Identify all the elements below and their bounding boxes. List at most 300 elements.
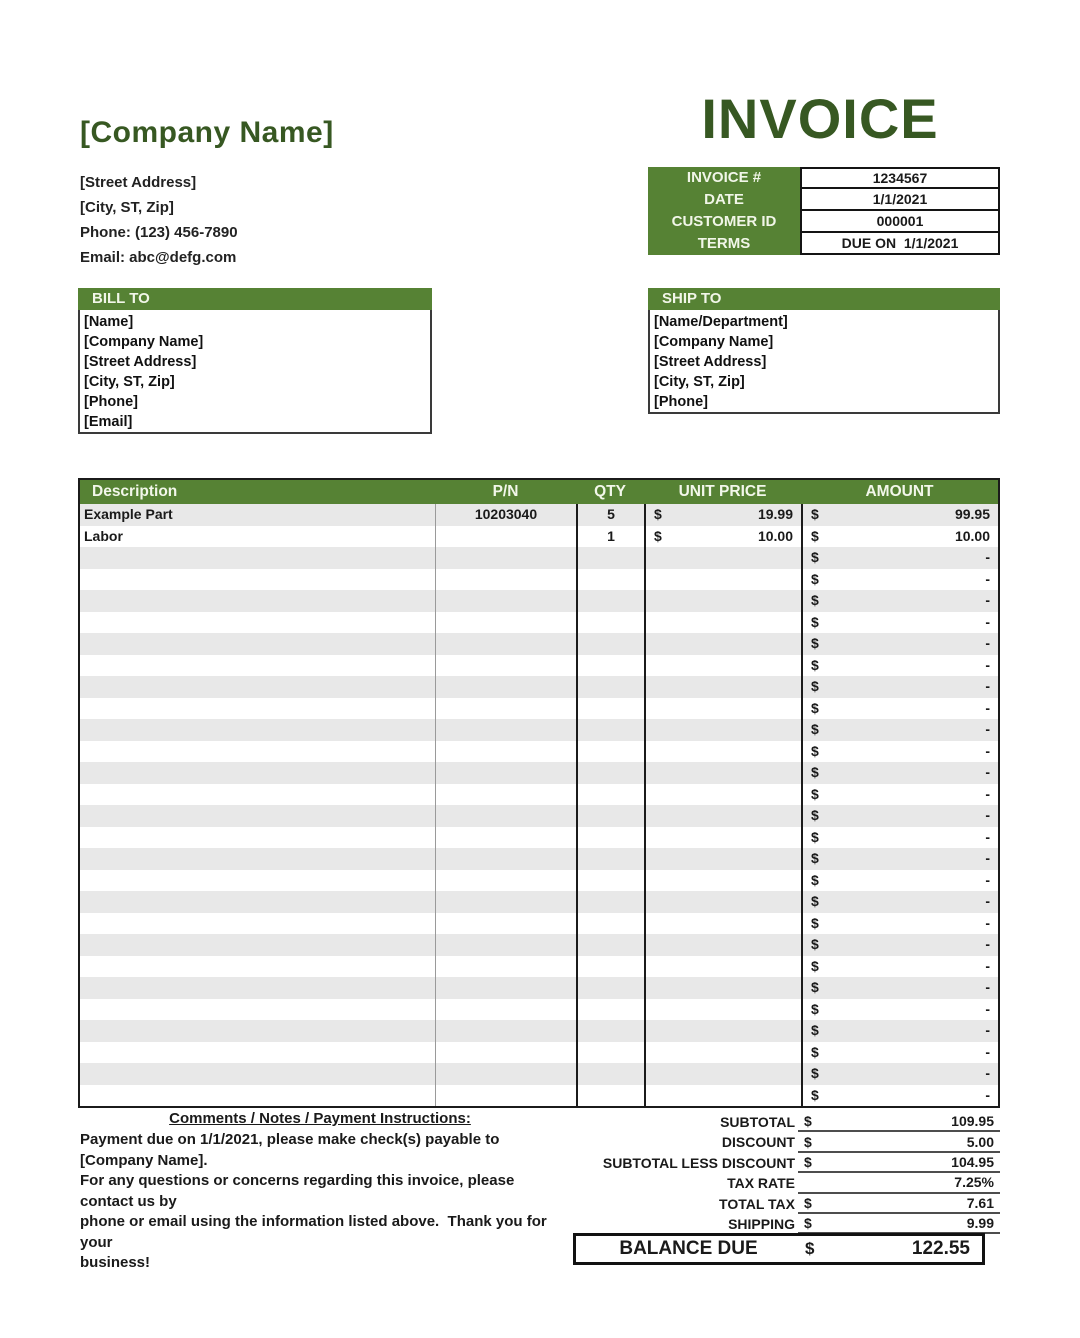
company-name: [Company Name] bbox=[80, 116, 334, 149]
amount-value: - bbox=[985, 828, 990, 845]
cell-part-number bbox=[435, 612, 576, 634]
cell-amount bbox=[801, 913, 998, 935]
column-header-unit-price: UNIT PRICE bbox=[678, 483, 767, 500]
table-row bbox=[80, 805, 998, 827]
cell-description bbox=[80, 999, 435, 1021]
cell-part-number bbox=[435, 1042, 576, 1064]
amount-value: - bbox=[985, 678, 990, 694]
amount-currency: $ bbox=[811, 850, 819, 866]
cell-description bbox=[80, 956, 435, 978]
table-row bbox=[80, 698, 998, 720]
ship-to-line: [Street Address] bbox=[654, 354, 767, 370]
cell-description bbox=[80, 655, 435, 677]
table-row bbox=[80, 633, 998, 655]
table-row bbox=[80, 934, 998, 956]
table-row bbox=[80, 1020, 998, 1042]
amount-value: - bbox=[985, 570, 990, 587]
table-row bbox=[80, 504, 998, 526]
cell-unit-price bbox=[644, 891, 801, 913]
cell-qty bbox=[576, 569, 644, 591]
totals-currency: $ bbox=[804, 1215, 812, 1232]
amount-currency: $ bbox=[811, 785, 819, 802]
cell-amount bbox=[801, 1042, 998, 1064]
bill-to-box bbox=[78, 310, 432, 434]
cell-description bbox=[80, 870, 435, 892]
amount-value: - bbox=[985, 635, 990, 651]
invoice-info-row bbox=[648, 211, 1000, 233]
unit-price-currency: $ bbox=[654, 527, 662, 544]
invoice-info-row bbox=[648, 189, 1000, 211]
totals-value-cell bbox=[798, 1194, 1000, 1214]
cell-unit-price bbox=[644, 762, 801, 784]
cell-part-number bbox=[435, 784, 576, 806]
amount-value: - bbox=[985, 979, 990, 995]
cell-qty bbox=[576, 590, 644, 612]
cell-qty bbox=[576, 547, 644, 569]
table-row bbox=[80, 956, 998, 978]
table-row bbox=[80, 1085, 998, 1107]
amount-value: - bbox=[985, 549, 990, 565]
amount-currency: $ bbox=[811, 570, 819, 587]
cell-qty: 1 bbox=[576, 526, 644, 548]
cell-unit-price bbox=[644, 999, 801, 1021]
cell-description bbox=[80, 1042, 435, 1064]
cell-part-number bbox=[435, 891, 576, 913]
totals-value-cell bbox=[798, 1153, 1000, 1173]
line-items-body bbox=[80, 504, 998, 1106]
amount-currency: $ bbox=[811, 936, 819, 952]
cell-amount bbox=[801, 676, 998, 698]
cell-amount bbox=[801, 655, 998, 677]
cell-unit-price bbox=[644, 569, 801, 591]
totals-currency: $ bbox=[804, 1113, 812, 1130]
cell-unit-price bbox=[644, 956, 801, 978]
cell-amount bbox=[801, 1063, 998, 1085]
cell-qty bbox=[576, 1042, 644, 1064]
cell-qty bbox=[576, 719, 644, 741]
cell-qty bbox=[576, 956, 644, 978]
invoice-info-value: 1234567 bbox=[800, 167, 1000, 189]
balance-due-label: BALANCE DUE bbox=[619, 1238, 758, 1259]
cell-part-number bbox=[435, 999, 576, 1021]
cell-description bbox=[80, 676, 435, 698]
unit-price-value: 19.99 bbox=[757, 506, 793, 522]
amount-value: - bbox=[985, 871, 990, 888]
amount-value: - bbox=[985, 1022, 990, 1038]
amount-value: 10.00 bbox=[954, 527, 990, 544]
cell-amount bbox=[801, 719, 998, 741]
totals-value: 109.95 bbox=[951, 1113, 994, 1130]
cell-description bbox=[80, 805, 435, 827]
amount-value: - bbox=[985, 1043, 990, 1060]
cell-description bbox=[80, 1085, 435, 1107]
amount-currency: $ bbox=[811, 957, 819, 974]
cell-qty bbox=[576, 1063, 644, 1085]
cell-description bbox=[80, 762, 435, 784]
amount-value: - bbox=[985, 1000, 990, 1017]
column-header-part-number: P/N bbox=[492, 483, 519, 500]
cell-unit-price bbox=[644, 741, 801, 763]
cell-unit-price bbox=[644, 633, 801, 655]
bill-to-section bbox=[78, 288, 432, 434]
cell-unit-price bbox=[644, 612, 801, 634]
cell-amount bbox=[801, 526, 998, 548]
cell-part-number bbox=[435, 698, 576, 720]
cell-amount bbox=[801, 891, 998, 913]
cell-part-number bbox=[435, 719, 576, 741]
cell-qty bbox=[576, 891, 644, 913]
cell-description bbox=[80, 590, 435, 612]
totals-label: SUBTOTAL LESS DISCOUNT bbox=[602, 1154, 795, 1171]
cell-unit-price bbox=[644, 1085, 801, 1107]
comments-line: Payment due on 1/1/2021, please make check(s) payable to [Company Name]. bbox=[80, 1131, 500, 1169]
invoice-info-row bbox=[648, 167, 1000, 189]
cell-description bbox=[80, 698, 435, 720]
bill-to-line: [Company Name] bbox=[84, 334, 204, 350]
cell-unit-price bbox=[644, 848, 801, 870]
comments-line: For any questions or concerns regarding this invoice, please contact us by bbox=[80, 1172, 515, 1210]
cell-qty bbox=[576, 1085, 644, 1107]
cell-qty bbox=[576, 676, 644, 698]
cell-part-number bbox=[435, 676, 576, 698]
column-header-qty: QTY bbox=[594, 483, 626, 500]
table-row bbox=[80, 526, 998, 548]
invoice-info-label: CUSTOMER ID bbox=[648, 211, 800, 233]
amount-value: - bbox=[985, 764, 990, 780]
ship-to-line: [Name/Department] bbox=[654, 314, 788, 330]
cell-amount bbox=[801, 956, 998, 978]
totals-value-cell bbox=[798, 1112, 1000, 1132]
cell-part-number bbox=[435, 547, 576, 569]
cell-part-number bbox=[435, 913, 576, 935]
amount-currency: $ bbox=[811, 914, 819, 931]
table-row bbox=[80, 870, 998, 892]
cell-part-number bbox=[435, 977, 576, 999]
cell-amount bbox=[801, 1085, 998, 1107]
totals-row bbox=[578, 1194, 1000, 1214]
totals-currency: $ bbox=[804, 1194, 812, 1211]
table-row bbox=[80, 1042, 998, 1064]
cell-unit-price bbox=[644, 934, 801, 956]
amount-value: - bbox=[985, 592, 990, 608]
cell-qty bbox=[576, 1020, 644, 1042]
cell-qty bbox=[576, 741, 644, 763]
totals-value: 5.00 bbox=[966, 1133, 994, 1150]
table-row bbox=[80, 612, 998, 634]
company-contact-block bbox=[80, 170, 238, 270]
cell-unit-price bbox=[644, 805, 801, 827]
cell-part-number bbox=[435, 805, 576, 827]
amount-currency: $ bbox=[811, 549, 819, 565]
cell-unit-price bbox=[644, 1020, 801, 1042]
cell-part-number bbox=[435, 741, 576, 763]
cell-amount bbox=[801, 698, 998, 720]
cell-qty bbox=[576, 633, 644, 655]
totals-value: 104.95 bbox=[951, 1153, 994, 1170]
table-row bbox=[80, 719, 998, 741]
table-row bbox=[80, 891, 998, 913]
line-items-table bbox=[78, 478, 1000, 1108]
bill-to-line: [Email] bbox=[84, 414, 133, 430]
amount-value: 99.95 bbox=[954, 506, 990, 522]
cell-unit-price bbox=[644, 1063, 801, 1085]
totals-label: TAX RATE bbox=[727, 1175, 795, 1192]
cell-qty bbox=[576, 655, 644, 677]
totals-value: 7.61 bbox=[966, 1194, 994, 1211]
cell-description bbox=[80, 934, 435, 956]
bill-to-header: BILL TO bbox=[78, 288, 432, 310]
table-row bbox=[80, 848, 998, 870]
totals-value: 7.25% bbox=[954, 1174, 994, 1191]
cell-qty bbox=[576, 612, 644, 634]
invoice-info-label: INVOICE # bbox=[648, 167, 800, 189]
cell-amount bbox=[801, 999, 998, 1021]
amount-value: - bbox=[985, 1086, 990, 1103]
column-header-description: Description bbox=[92, 483, 178, 500]
ship-to-line: [Company Name] bbox=[654, 334, 774, 350]
totals-value-cell bbox=[798, 1132, 1000, 1152]
cell-part-number bbox=[435, 934, 576, 956]
cell-amount bbox=[801, 977, 998, 999]
bill-to-line: [City, ST, Zip] bbox=[84, 374, 175, 390]
cell-description bbox=[80, 1063, 435, 1085]
column-header-amount: AMOUNT bbox=[865, 483, 934, 500]
invoice-info-value: DUE ON 1/1/2021 bbox=[800, 233, 1000, 255]
amount-value: - bbox=[985, 957, 990, 974]
invoice-info-value: 1/1/2021 bbox=[800, 189, 1000, 211]
cell-qty bbox=[576, 698, 644, 720]
cell-description bbox=[80, 741, 435, 763]
amount-currency: $ bbox=[811, 613, 819, 630]
amount-value: - bbox=[985, 656, 990, 673]
unit-price-currency: $ bbox=[654, 506, 662, 522]
amount-currency: $ bbox=[811, 592, 819, 608]
cell-amount bbox=[801, 504, 998, 526]
table-row bbox=[80, 913, 998, 935]
cell-qty bbox=[576, 913, 644, 935]
cell-amount bbox=[801, 934, 998, 956]
amount-currency: $ bbox=[811, 764, 819, 780]
invoice-info-table bbox=[648, 167, 1000, 255]
cell-amount bbox=[801, 569, 998, 591]
table-row bbox=[80, 569, 998, 591]
totals-value-cell bbox=[798, 1214, 1000, 1234]
cell-amount bbox=[801, 590, 998, 612]
totals-row bbox=[578, 1112, 1000, 1132]
cell-part-number bbox=[435, 827, 576, 849]
amount-currency: $ bbox=[811, 635, 819, 651]
amount-currency: $ bbox=[811, 527, 819, 544]
amount-value: - bbox=[985, 914, 990, 931]
ship-to-header: SHIP TO bbox=[648, 288, 1000, 310]
totals-row bbox=[578, 1153, 1000, 1173]
amount-currency: $ bbox=[811, 828, 819, 845]
unit-price-value: 10.00 bbox=[757, 527, 793, 544]
cell-qty bbox=[576, 827, 644, 849]
amount-currency: $ bbox=[811, 699, 819, 716]
amount-currency: $ bbox=[811, 1022, 819, 1038]
amount-value: - bbox=[985, 850, 990, 866]
cell-description bbox=[80, 569, 435, 591]
cell-qty bbox=[576, 762, 644, 784]
cell-description bbox=[80, 977, 435, 999]
cell-description bbox=[80, 913, 435, 935]
cell-amount bbox=[801, 762, 998, 784]
cell-part-number bbox=[435, 1020, 576, 1042]
cell-part-number bbox=[435, 590, 576, 612]
cell-part-number bbox=[435, 870, 576, 892]
cell-amount bbox=[801, 870, 998, 892]
amount-value: - bbox=[985, 785, 990, 802]
cell-amount bbox=[801, 547, 998, 569]
comments-section bbox=[80, 1108, 570, 1274]
ship-to-box bbox=[648, 310, 1000, 414]
cell-unit-price bbox=[644, 526, 801, 548]
table-row bbox=[80, 676, 998, 698]
totals-value: 9.99 bbox=[966, 1215, 994, 1232]
amount-value: - bbox=[985, 742, 990, 759]
cell-unit-price bbox=[644, 719, 801, 741]
cell-part-number bbox=[435, 655, 576, 677]
amount-currency: $ bbox=[811, 979, 819, 995]
cell-part-number: 10203040 bbox=[435, 504, 576, 526]
totals-value-cell bbox=[798, 1173, 1000, 1193]
totals-section bbox=[578, 1112, 1000, 1234]
cell-description bbox=[80, 547, 435, 569]
amount-currency: $ bbox=[811, 506, 819, 522]
company-contact-line: [City, ST, Zip] bbox=[80, 199, 174, 216]
amount-value: - bbox=[985, 699, 990, 716]
totals-row bbox=[578, 1132, 1000, 1152]
cell-qty bbox=[576, 977, 644, 999]
amount-value: - bbox=[985, 613, 990, 630]
invoice-info-row bbox=[648, 233, 1000, 255]
cell-part-number bbox=[435, 956, 576, 978]
cell-qty bbox=[576, 870, 644, 892]
totals-row bbox=[578, 1214, 1000, 1234]
cell-amount bbox=[801, 805, 998, 827]
totals-currency: $ bbox=[804, 1133, 812, 1150]
cell-qty bbox=[576, 934, 644, 956]
amount-value: - bbox=[985, 936, 990, 952]
amount-currency: $ bbox=[811, 807, 819, 823]
cell-amount bbox=[801, 612, 998, 634]
cell-qty bbox=[576, 805, 644, 827]
table-row bbox=[80, 784, 998, 806]
cell-amount bbox=[801, 784, 998, 806]
table-row bbox=[80, 547, 998, 569]
ship-to-line: [City, ST, Zip] bbox=[654, 374, 745, 390]
totals-label: SUBTOTAL bbox=[720, 1114, 795, 1130]
balance-due-box bbox=[573, 1233, 985, 1265]
cell-amount bbox=[801, 848, 998, 870]
cell-amount bbox=[801, 633, 998, 655]
page-title: INVOICE bbox=[701, 87, 939, 150]
cell-description bbox=[80, 848, 435, 870]
table-row bbox=[80, 590, 998, 612]
table-row bbox=[80, 827, 998, 849]
company-contact-line: [Street Address] bbox=[80, 174, 197, 191]
cell-unit-price bbox=[644, 547, 801, 569]
invoice-info-value: 000001 bbox=[800, 211, 1000, 233]
ship-to-line: [Phone] bbox=[654, 394, 708, 410]
comments-body bbox=[80, 1130, 570, 1274]
cell-description: Labor bbox=[84, 527, 123, 544]
comments-title: Comments / Notes / Payment Instructions: bbox=[169, 1110, 471, 1127]
totals-label: TOTAL TAX bbox=[719, 1195, 795, 1212]
table-row bbox=[80, 999, 998, 1021]
amount-currency: $ bbox=[811, 871, 819, 888]
company-contact-line: Phone: (123) 456-7890 bbox=[80, 224, 238, 241]
cell-qty bbox=[576, 784, 644, 806]
comments-line: business! bbox=[80, 1254, 151, 1271]
cell-amount bbox=[801, 1020, 998, 1042]
cell-description bbox=[80, 633, 435, 655]
amount-value: - bbox=[985, 1065, 990, 1081]
cell-qty bbox=[576, 848, 644, 870]
invoice-info-label: TERMS bbox=[648, 233, 800, 255]
line-items-header-row bbox=[80, 480, 998, 504]
invoice-info-label: DATE bbox=[648, 189, 800, 211]
cell-qty: 5 bbox=[576, 504, 644, 526]
amount-currency: $ bbox=[811, 893, 819, 909]
company-contact-line: Email: abc@defg.com bbox=[80, 249, 237, 266]
amount-currency: $ bbox=[811, 742, 819, 759]
cell-description bbox=[80, 891, 435, 913]
totals-label: SHIPPING bbox=[728, 1215, 795, 1232]
amount-currency: $ bbox=[811, 678, 819, 694]
totals-label: DISCOUNT bbox=[721, 1134, 795, 1151]
cell-description: Example Part bbox=[84, 506, 173, 522]
cell-unit-price bbox=[644, 784, 801, 806]
cell-description bbox=[80, 719, 435, 741]
cell-unit-price bbox=[644, 977, 801, 999]
cell-part-number bbox=[435, 569, 576, 591]
comments-line: phone or email using the information listed above. Thank you for your bbox=[80, 1213, 547, 1251]
cell-qty bbox=[576, 999, 644, 1021]
amount-value: - bbox=[985, 807, 990, 823]
amount-value: - bbox=[985, 893, 990, 909]
amount-currency: $ bbox=[811, 1043, 819, 1060]
totals-row bbox=[578, 1173, 1000, 1193]
cell-part-number bbox=[435, 848, 576, 870]
cell-unit-price bbox=[644, 1042, 801, 1064]
amount-currency: $ bbox=[811, 656, 819, 673]
cell-part-number bbox=[435, 1063, 576, 1085]
cell-description bbox=[80, 612, 435, 634]
cell-unit-price bbox=[644, 590, 801, 612]
ship-to-section bbox=[648, 288, 1000, 414]
table-row bbox=[80, 655, 998, 677]
cell-description bbox=[80, 784, 435, 806]
cell-unit-price bbox=[644, 870, 801, 892]
amount-value: - bbox=[985, 721, 990, 737]
cell-part-number bbox=[435, 633, 576, 655]
cell-amount bbox=[801, 741, 998, 763]
balance-due-value: 122.55 bbox=[911, 1238, 970, 1259]
cell-unit-price bbox=[644, 504, 801, 526]
cell-description bbox=[80, 827, 435, 849]
cell-unit-price bbox=[644, 655, 801, 677]
cell-part-number bbox=[435, 526, 576, 548]
cell-amount bbox=[801, 827, 998, 849]
cell-unit-price bbox=[644, 676, 801, 698]
cell-part-number bbox=[435, 762, 576, 784]
cell-part-number bbox=[435, 1085, 576, 1107]
table-row bbox=[80, 762, 998, 784]
amount-currency: $ bbox=[811, 1086, 819, 1103]
cell-unit-price bbox=[644, 698, 801, 720]
